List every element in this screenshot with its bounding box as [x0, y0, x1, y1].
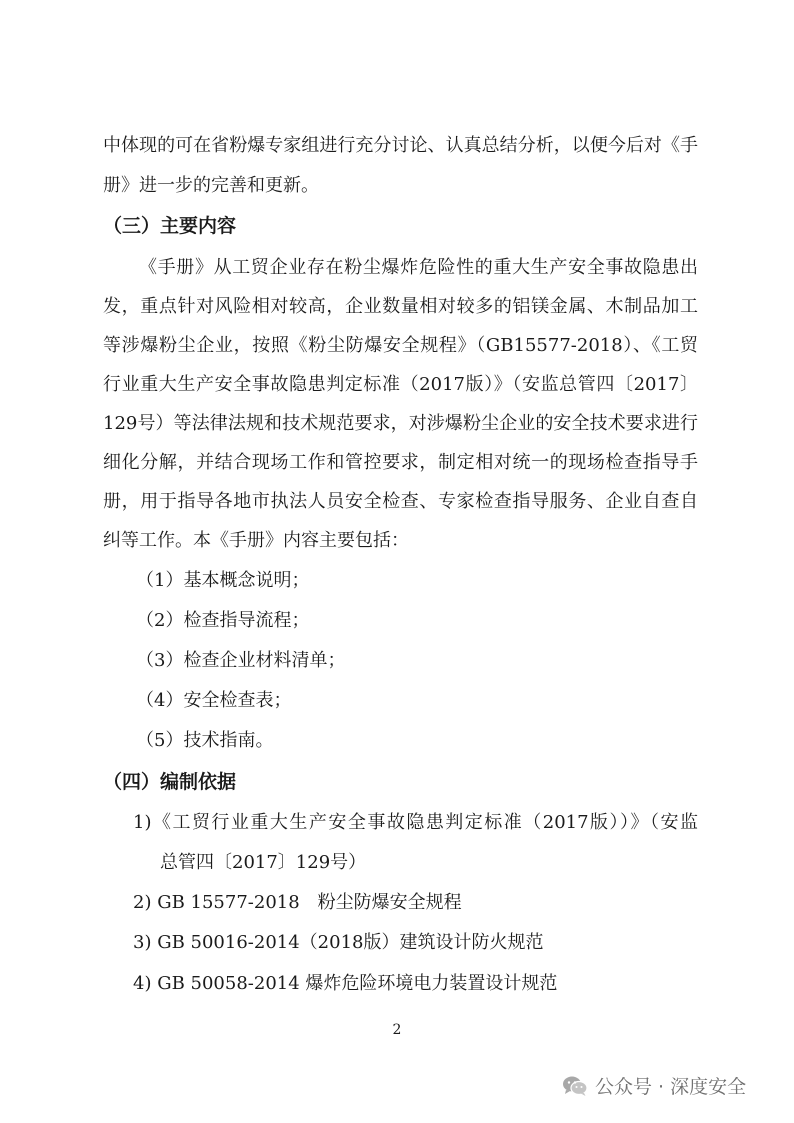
paragraph-line: 册》进一步的完善和更新。 — [103, 175, 319, 196]
paragraph-line: 发，重点针对风险相对较高，企业数量相对较多的铝镁金属、木制品加工 — [103, 296, 698, 317]
watermark — [562, 1072, 746, 1099]
page-number: 2 — [392, 1022, 402, 1038]
list-item: （1）基本概念说明； — [136, 570, 310, 591]
reference-item: 3) GB 50016-2014（2018版）建筑设计防火规范 — [133, 932, 544, 953]
list-item: （5）技术指南。 — [136, 730, 274, 751]
paragraph-line: 纠等工作。本《手册》内容主要包括： — [103, 530, 409, 551]
paragraph-line: 129号）等法律法规和技术规范要求，对涉爆粉尘企业的安全技术要求进行 — [103, 413, 698, 434]
watermark-text: 公众号 · 深度安全 — [595, 1076, 747, 1098]
reference-item: 4) GB 50058-2014 爆炸危险环境电力装置设计规范 — [133, 973, 558, 994]
section-heading-3: （三）主要内容 — [103, 215, 237, 237]
list-item: （4）安全检查表； — [136, 690, 292, 711]
paragraph-line: 册，用于指导各地市执法人员安全检查、专家检查指导服务、企业自查自 — [103, 491, 698, 512]
paragraph-line: 细化分解，并结合现场工作和管控要求，制定相对统一的现场检查指导手 — [103, 452, 698, 473]
reference-item-continued: 总管四〔2017〕129号） — [160, 852, 367, 873]
reference-item: 2) GB 15577-2018 粉尘防爆安全规程 — [133, 892, 462, 913]
section-heading-4: （四）编制依据 — [103, 771, 237, 793]
paragraph-line: 《手册》从工贸企业存在粉尘爆炸危险性的重大生产安全事故隐患出 — [139, 257, 698, 278]
paragraph-line: 行业重大生产安全事故隐患判定标准（2017版）》（安监总管四〔2017〕 — [103, 374, 698, 395]
wechat-icon — [562, 1075, 588, 1097]
paragraph-line: 等涉爆粉尘企业，按照《粉尘防爆安全规程》（GB15577-2018）、《工贸 — [103, 335, 698, 356]
list-item: （2）检查指导流程； — [136, 610, 310, 631]
reference-item: 1)《工贸行业重大生产安全事故隐患判定标准（2017版））》（安监 — [133, 812, 698, 833]
list-item: （3）检查企业材料清单； — [136, 650, 346, 671]
paragraph-line: 中体现的可在省粉爆专家组进行充分讨论、认真总结分析，以便今后对《手 — [103, 135, 698, 156]
